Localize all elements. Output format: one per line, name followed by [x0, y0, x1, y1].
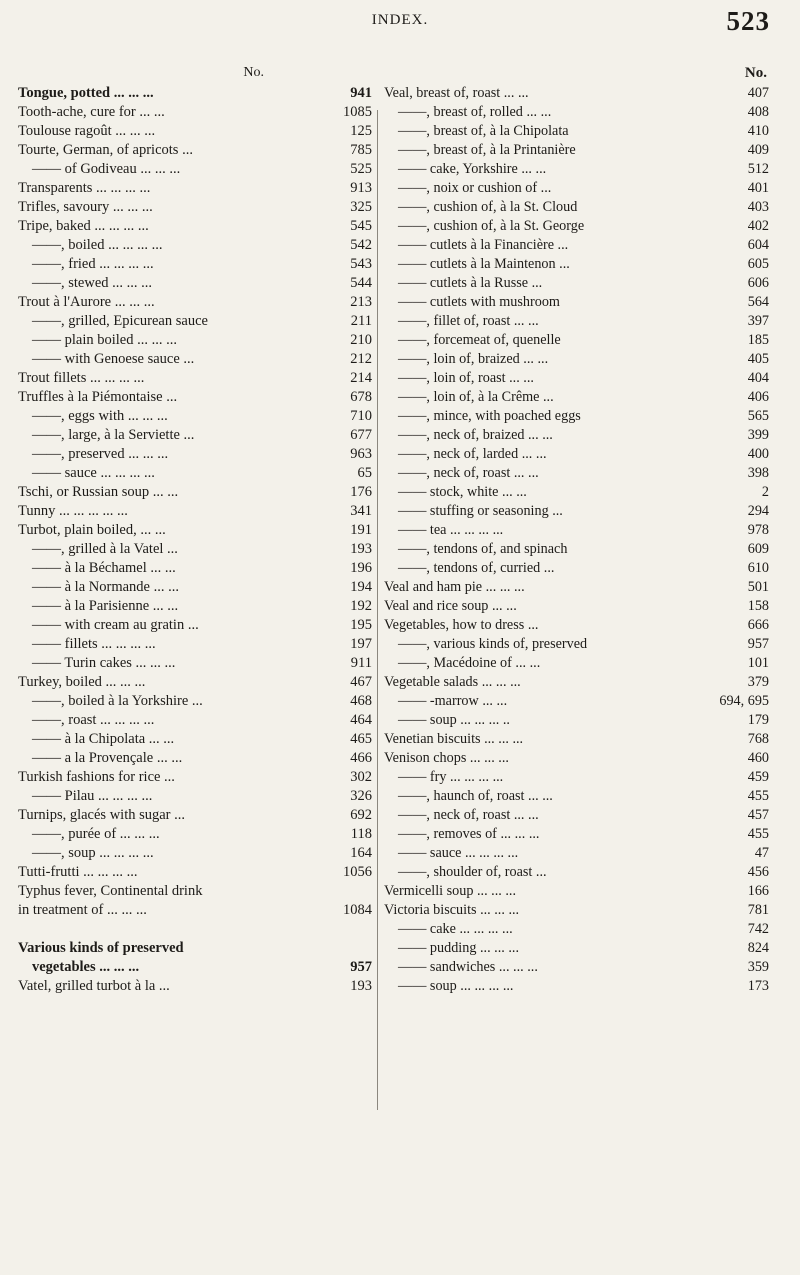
- entry-number: 210: [350, 332, 372, 348]
- entry-text: vegetables ... ... ...: [32, 959, 140, 975]
- index-entry: [384, 806, 769, 825]
- entry-number: 467: [350, 674, 372, 690]
- entry-number: 963: [350, 446, 372, 462]
- entry-text: —— soup ... ... ... ..: [398, 712, 510, 728]
- entry-text: ——, forcemeat of, quenelle: [398, 332, 561, 348]
- index-column-left: [18, 62, 374, 996]
- entry-text: in treatment of ... ... ...: [18, 902, 147, 918]
- index-entry: [18, 578, 374, 597]
- entry-number: 193: [350, 978, 372, 994]
- entry-text: ——, Macédoine of ... ...: [398, 655, 541, 671]
- index-entry: [384, 369, 769, 388]
- entry-number: 399: [747, 427, 769, 443]
- entry-number: 118: [350, 826, 372, 842]
- entry-number: 401: [747, 180, 769, 196]
- entry-text: —— sauce ... ... ... ...: [32, 465, 155, 481]
- entry-text: —— with cream au gratin ...: [32, 617, 199, 633]
- entry-text: ——, tendons of, and spinach: [398, 541, 568, 557]
- entry-text: ——, stewed ... ... ...: [32, 275, 153, 291]
- index-entry: [18, 673, 374, 692]
- entry-number: 397: [747, 313, 769, 329]
- entry-text: Venetian biscuits ... ... ...: [384, 731, 524, 747]
- entry-list: [384, 84, 769, 996]
- entry-number: 212: [350, 351, 372, 367]
- index-entry: [384, 521, 769, 540]
- index-entry: [384, 407, 769, 426]
- entry-number: 460: [747, 750, 769, 766]
- index-entry: [384, 559, 769, 578]
- entry-text: —— cutlets à la Financière ...: [398, 237, 569, 253]
- index-entry: [384, 502, 769, 521]
- entry-number: 359: [747, 959, 769, 975]
- entry-text: Trout fillets ... ... ... ...: [18, 370, 145, 386]
- index-entry: [18, 141, 374, 160]
- index-entry: [18, 977, 374, 996]
- entry-number: 677: [350, 427, 372, 443]
- index-entry: [18, 806, 374, 825]
- index-entry: [384, 445, 769, 464]
- entry-text: —— of Godiveau ... ... ...: [32, 161, 181, 177]
- entry-text: Turbot, plain boiled, ... ...: [18, 522, 166, 538]
- entry-text: ——, tendons of, curried ...: [398, 560, 555, 576]
- index-entry: [18, 901, 374, 920]
- entry-text: Veal, breast of, roast ... ...: [384, 85, 529, 101]
- index-entry: [18, 217, 374, 236]
- entry-number: 185: [747, 332, 769, 348]
- entry-text: ——, soup ... ... ... ...: [32, 845, 154, 861]
- entry-text: Typhus fever, Continental drink: [18, 883, 203, 899]
- index-entry: [18, 730, 374, 749]
- entry-text: ——, haunch of, roast ... ...: [398, 788, 553, 804]
- index-entry: [384, 597, 769, 616]
- index-entry: [18, 635, 374, 654]
- index-entry: [18, 388, 374, 407]
- entry-number: 692: [350, 807, 372, 823]
- entry-number: 464: [350, 712, 372, 728]
- entry-text: ——, breast of, à la Printanière: [398, 142, 576, 158]
- entry-text: ——, large, à la Serviette ...: [32, 427, 195, 443]
- entry-number: 213: [350, 294, 372, 310]
- entry-number: 402: [747, 218, 769, 234]
- entry-text: —— cutlets à la Maintenon ...: [398, 256, 570, 272]
- entry-number: 407: [747, 85, 769, 101]
- index-entry: [18, 369, 374, 388]
- entry-text: ——, boiled à la Yorkshire ...: [32, 693, 203, 709]
- entry-number: 164: [350, 845, 372, 861]
- index-entry: [18, 236, 374, 255]
- index-entry: [384, 388, 769, 407]
- entry-number: 606: [747, 275, 769, 291]
- index-entry: [384, 464, 769, 483]
- index-entry: [384, 274, 769, 293]
- entry-number: 545: [350, 218, 372, 234]
- running-head: INDEX.: [371, 12, 429, 28]
- index-entry: [18, 958, 374, 977]
- index-entry: [18, 103, 374, 122]
- index-entry: [18, 863, 374, 882]
- index-entry: [384, 426, 769, 445]
- entry-number: 125: [350, 123, 372, 139]
- index-entry: [384, 920, 769, 939]
- index-entry: [18, 483, 374, 502]
- entry-text: Truffles à la Piémontaise ...: [18, 389, 178, 405]
- index-entry: [18, 426, 374, 445]
- index-entry: [384, 958, 769, 977]
- entry-text: —— pudding ... ... ...: [398, 940, 519, 956]
- page-number: 523: [726, 6, 770, 36]
- entry-number: 604: [747, 237, 769, 253]
- entry-number: 542: [350, 237, 372, 253]
- entry-number: 941: [350, 85, 372, 101]
- entry-number: 195: [350, 617, 372, 633]
- entry-number: 1085: [343, 104, 372, 120]
- entry-number: 1056: [343, 864, 372, 880]
- index-entry: [18, 350, 374, 369]
- entry-text: ——, neck of, roast ... ...: [398, 807, 539, 823]
- entry-text: ——, breast of, rolled ... ...: [398, 104, 552, 120]
- entry-text: ——, grilled à la Vatel ...: [32, 541, 178, 557]
- entry-text: —— sandwiches ... ... ...: [398, 959, 538, 975]
- entry-text: ——, cushion of, à la St. Cloud: [398, 199, 578, 215]
- entry-number: 710: [350, 408, 372, 424]
- entry-number: 605: [747, 256, 769, 272]
- entry-list: [18, 84, 374, 996]
- entry-number: 466: [350, 750, 372, 766]
- entry-number: 1084: [343, 902, 372, 918]
- entry-number: 406: [747, 389, 769, 405]
- index-entry: [18, 502, 374, 521]
- entry-number: 678: [350, 389, 372, 405]
- entry-text: Tripe, baked ... ... ... ...: [18, 218, 149, 234]
- index-entry: [384, 730, 769, 749]
- entry-text: —— Pilau ... ... ... ...: [32, 788, 153, 804]
- index-entry: [384, 312, 769, 331]
- index-entry: [384, 578, 769, 597]
- entry-number: 166: [747, 883, 769, 899]
- entry-text: —— à la Normande ... ...: [32, 579, 179, 595]
- entry-number: 781: [747, 902, 769, 918]
- entry-text: Veal and ham pie ... ... ...: [384, 579, 525, 595]
- index-entry: [384, 825, 769, 844]
- entry-number: 400: [747, 446, 769, 462]
- index-entry: [18, 597, 374, 616]
- index-entry: [18, 84, 374, 103]
- entry-text: Trifles, savoury ... ... ...: [18, 199, 153, 215]
- entry-number: 456: [747, 864, 769, 880]
- entry-text: —— with Genoese sauce ...: [32, 351, 195, 367]
- entry-number: 785: [350, 142, 372, 158]
- entry-number: 957: [747, 636, 769, 652]
- index-entry: [384, 103, 769, 122]
- entry-text: ——, noix or cushion of ...: [398, 180, 552, 196]
- entry-number: 158: [747, 598, 769, 614]
- page-header: [0, 0, 800, 60]
- index-entry: [18, 844, 374, 863]
- entry-number: 610: [747, 560, 769, 576]
- entry-text: Transparents ... ... ... ...: [18, 180, 151, 196]
- entry-text: —— cake, Yorkshire ... ...: [398, 161, 547, 177]
- entry-number: 666: [747, 617, 769, 633]
- index-entry: [18, 768, 374, 787]
- index-entry: [18, 920, 374, 939]
- entry-text: —— fry ... ... ... ...: [398, 769, 504, 785]
- entry-text: —— fillets ... ... ... ...: [32, 636, 156, 652]
- index-entry: [384, 673, 769, 692]
- index-entry: [18, 293, 374, 312]
- index-entry: [384, 711, 769, 730]
- index-entry: [18, 445, 374, 464]
- index-entry: [18, 787, 374, 806]
- index-entry: [18, 540, 374, 559]
- index-entry: [384, 768, 769, 787]
- index-entry: [18, 882, 374, 901]
- entry-text: Turkey, boiled ... ... ...: [18, 674, 146, 690]
- entry-number: 459: [747, 769, 769, 785]
- index-entry: [384, 84, 769, 103]
- entry-number: 742: [747, 921, 769, 937]
- entry-number: 543: [350, 256, 372, 272]
- entry-text: ——, grilled, Epicurean sauce: [32, 313, 208, 329]
- entry-number: 468: [350, 693, 372, 709]
- column-divider: [377, 110, 378, 1110]
- entry-number: 408: [747, 104, 769, 120]
- entry-number: 404: [747, 370, 769, 386]
- index-entry: [384, 939, 769, 958]
- entry-text: ——, removes of ... ... ...: [398, 826, 540, 842]
- entry-text: —— a la Provençale ... ...: [32, 750, 183, 766]
- entry-number: 913: [350, 180, 372, 196]
- entry-number: 609: [747, 541, 769, 557]
- entry-text: Turnips, glacés with sugar ...: [18, 807, 186, 823]
- entry-text: ——, mince, with poached eggs: [398, 408, 581, 424]
- entry-text: —— stock, white ... ...: [398, 484, 527, 500]
- index-entry: [18, 160, 374, 179]
- index-entry: [384, 540, 769, 559]
- entry-text: —— cutlets à la Russe ...: [398, 275, 543, 291]
- entry-number: 173: [747, 978, 769, 994]
- index-entry: [384, 160, 769, 179]
- entry-text: —— cake ... ... ... ...: [398, 921, 513, 937]
- entry-text: —— à la Chipolata ... ...: [32, 731, 175, 747]
- entry-text: ——, roast ... ... ... ...: [32, 712, 155, 728]
- index-entry: [18, 407, 374, 426]
- column-header-no: No.: [243, 65, 264, 80]
- index-entry: [384, 616, 769, 635]
- entry-text: ——, neck of, roast ... ...: [398, 465, 539, 481]
- entry-text: Tongue, potted ... ... ...: [18, 85, 154, 101]
- index-entry: [384, 882, 769, 901]
- index-entry: [18, 654, 374, 673]
- entry-number: 192: [350, 598, 372, 614]
- entry-text: Vatel, grilled turbot à la ...: [18, 978, 170, 994]
- entry-number: 512: [747, 161, 769, 177]
- index-entry: [384, 483, 769, 502]
- entry-number: 501: [747, 579, 769, 595]
- entry-number: 325: [350, 199, 372, 215]
- index-entry: [384, 122, 769, 141]
- index-entry: [384, 198, 769, 217]
- entry-text: —— soup ... ... ... ...: [398, 978, 514, 994]
- entry-text: Tourte, German, of apricots ...: [18, 142, 193, 158]
- entry-number: 544: [350, 275, 372, 291]
- entry-text: ——, cushion of, à la St. George: [398, 218, 585, 234]
- index-entry: [384, 787, 769, 806]
- index-entry: [384, 350, 769, 369]
- entry-text: —— Turin cakes ... ... ...: [32, 655, 176, 671]
- index-entry: [384, 331, 769, 350]
- index-entry: [384, 863, 769, 882]
- entry-number: 65: [357, 465, 372, 481]
- entry-text: ——, fried ... ... ... ...: [32, 256, 154, 272]
- entry-text: Toulouse ragoût ... ... ...: [18, 123, 156, 139]
- index-column-right: [384, 62, 769, 996]
- entry-text: Various kinds of preserved: [18, 940, 184, 956]
- index-entry: [384, 901, 769, 920]
- entry-number: 194: [350, 579, 372, 595]
- index-entry: [18, 559, 374, 578]
- entry-text: Vegetable salads ... ... ...: [384, 674, 521, 690]
- entry-number: 176: [350, 484, 372, 500]
- index-entry: [384, 141, 769, 160]
- entry-text: ——, preserved ... ... ...: [32, 446, 169, 462]
- entry-number: 457: [747, 807, 769, 823]
- index-entry: [18, 711, 374, 730]
- entry-number: 768: [747, 731, 769, 747]
- entry-text: ——, purée of ... ... ...: [32, 826, 160, 842]
- entry-text: Tunny ... ... ... ... ...: [18, 503, 128, 519]
- index-entry: [18, 616, 374, 635]
- index-entry: [18, 939, 374, 958]
- entry-number: 191: [350, 522, 372, 538]
- index-entry: [384, 179, 769, 198]
- entry-text: ——, loin of, à la Crême ...: [398, 389, 554, 405]
- index-entry: [18, 274, 374, 293]
- index-entry: [18, 255, 374, 274]
- entry-number: 465: [350, 731, 372, 747]
- entry-number: 978: [747, 522, 769, 538]
- entry-number: 196: [350, 560, 372, 576]
- entry-number: 2: [761, 484, 769, 500]
- entry-text: Vermicelli soup ... ... ...: [384, 883, 517, 899]
- index-entry: [384, 635, 769, 654]
- entry-number: 302: [350, 769, 372, 785]
- entry-text: Tschi, or Russian soup ... ...: [18, 484, 179, 500]
- entry-text: —— stuffing or seasoning ...: [398, 503, 563, 519]
- entry-text: ——, neck of, braized ... ...: [398, 427, 553, 443]
- index-entry: [18, 312, 374, 331]
- entry-number: 326: [350, 788, 372, 804]
- entry-number: 214: [350, 370, 372, 386]
- index-entry: [384, 692, 769, 711]
- entry-text: —— -marrow ... ...: [398, 693, 508, 709]
- entry-text: Vegetables, how to dress ...: [384, 617, 539, 633]
- index-entry: [18, 331, 374, 350]
- index-entry: [384, 844, 769, 863]
- index-entry: [384, 236, 769, 255]
- entry-number: 193: [350, 541, 372, 557]
- entry-number: 405: [747, 351, 769, 367]
- entry-number: 525: [350, 161, 372, 177]
- entry-number: 398: [747, 465, 769, 481]
- index-entry: [18, 464, 374, 483]
- index-entry: [18, 692, 374, 711]
- index-entry: [18, 521, 374, 540]
- entry-text: Tooth-ache, cure for ... ...: [18, 104, 165, 120]
- entry-text: —— à la Béchamel ... ...: [32, 560, 176, 576]
- entry-text: Victoria biscuits ... ... ...: [384, 902, 520, 918]
- index-entry: [18, 179, 374, 198]
- entry-number: 410: [747, 123, 769, 139]
- index-entry: [384, 293, 769, 312]
- index-entry: [384, 749, 769, 768]
- entry-text: —— sauce ... ... ... ...: [398, 845, 519, 861]
- entry-text: Veal and rice soup ... ...: [384, 598, 517, 614]
- index-entry: [384, 977, 769, 996]
- entry-text: —— tea ... ... ... ...: [398, 522, 504, 538]
- entry-text: Tutti-frutti ... ... ... ...: [18, 864, 138, 880]
- index-entry: [384, 654, 769, 673]
- index-entry: [18, 825, 374, 844]
- index-entry: [18, 749, 374, 768]
- index-entry: [384, 217, 769, 236]
- entry-number: 565: [747, 408, 769, 424]
- entry-text: ——, fillet of, roast ... ...: [398, 313, 539, 329]
- entry-number: 101: [747, 655, 769, 671]
- entry-number: 341: [350, 503, 372, 519]
- column-header-no: No.: [744, 65, 767, 81]
- entry-number: 911: [350, 655, 372, 671]
- entry-number: 694, 695: [719, 693, 769, 709]
- entry-text: —— plain boiled ... ... ...: [32, 332, 177, 348]
- entry-text: ——, shoulder of, roast ...: [398, 864, 547, 880]
- entry-text: —— à la Parisienne ... ...: [32, 598, 179, 614]
- entry-number: 47: [754, 845, 769, 861]
- entry-text: ——, loin of, braized ... ...: [398, 351, 549, 367]
- entry-number: 957: [350, 959, 372, 975]
- entry-text: ——, eggs with ... ... ...: [32, 408, 168, 424]
- entry-number: 824: [747, 940, 769, 956]
- entry-text: ——, loin of, roast ... ...: [398, 370, 534, 386]
- entry-text: ——, breast of, à la Chipolata: [398, 123, 569, 139]
- entry-text: —— cutlets with mushroom: [398, 294, 560, 310]
- entry-number: 211: [350, 313, 372, 329]
- entry-number: 455: [747, 826, 769, 842]
- entry-text: Turkish fashions for rice ...: [18, 769, 175, 785]
- entry-number: 379: [747, 674, 769, 690]
- entry-number: 197: [350, 636, 372, 652]
- index-entry: [384, 255, 769, 274]
- entry-text: ——, neck of, larded ... ...: [398, 446, 547, 462]
- entry-number: 403: [747, 199, 769, 215]
- entry-text: Trout à l'Aurore ... ... ...: [18, 294, 155, 310]
- entry-number: 564: [747, 294, 769, 310]
- entry-number: 409: [747, 142, 769, 158]
- entry-number: 455: [747, 788, 769, 804]
- entry-text: ——, various kinds of, preserved: [398, 636, 588, 652]
- entry-text: Venison chops ... ... ...: [384, 750, 509, 766]
- index-entry: [18, 122, 374, 141]
- entry-text: ——, boiled ... ... ... ...: [32, 237, 163, 253]
- entry-number: 294: [747, 503, 769, 519]
- entry-number: 179: [747, 712, 769, 728]
- index-entry: [18, 198, 374, 217]
